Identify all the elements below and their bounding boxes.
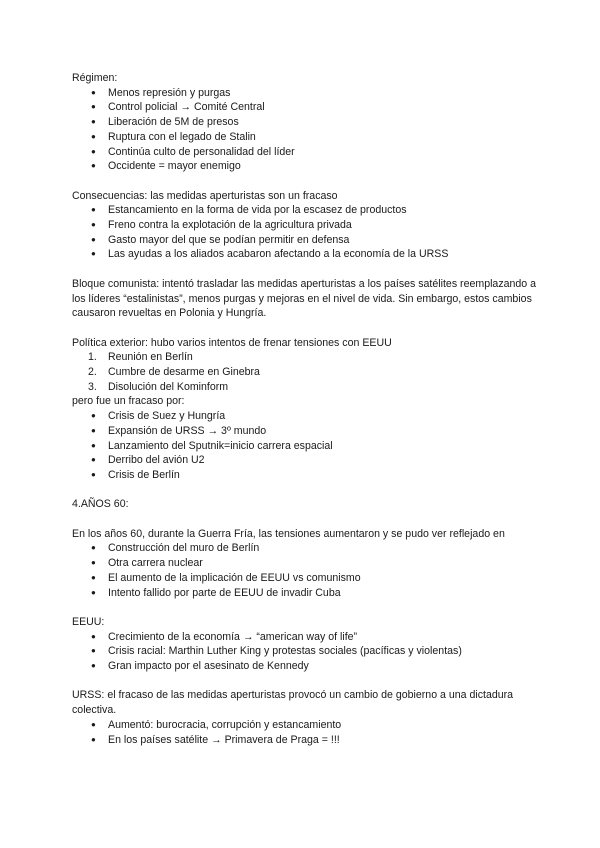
spacer [72,600,542,615]
bullet-list [72,630,542,674]
list-item: ● Aumentó: burocracia, corrupción y estancamiento [72,718,542,733]
spacer [72,321,542,336]
list-item: ● Freno contra la explotación de la agricultura privada [72,218,542,233]
section-title: EEUU: [72,615,105,628]
section-title: En los años 60, durante la Guerra Fría, las tensiones aumentaron y se pudo ver reflejado en [72,527,505,540]
spacer [72,674,542,689]
list-item: ● Menos represión y purgas [72,86,542,101]
list-item: ● Lanzamiento del Sputnik=inicio carrera espacial [72,439,542,454]
list-item: ● En los países satélite → Primavera de Praga = !!! [72,733,542,748]
list-item [72,350,542,365]
list-item: ● Crisis de Berlín [72,468,542,483]
spacer [72,512,542,527]
list-number: 1. [88,351,97,364]
list-item: ● Crecimiento de la economía → “american way of life” [72,630,542,645]
list-item [72,380,542,395]
list-item: ● Occidente = mayor enemigo [72,159,542,174]
section-subtitle: pero fue un fracaso por: [72,395,185,408]
section-eeuu [72,615,542,674]
paragraph: Bloque comunista: intentó trasladar las medidas aperturistas a los países satélites reemplazando a los líderes “estalinistas”, menos purgas y mejoras en el nivel de vida. Sin embargo, estos cambios causaron revueltas en Polonia y Hungría. [72,277,537,320]
list-item: ● Derribo del avión U2 [72,453,542,468]
list-number: 2. [88,366,97,379]
bullet-list [72,203,542,262]
section-anos-60 [72,527,542,601]
spacer [72,174,542,189]
list-item: ● Gasto mayor del que se podían permitir en defensa [72,233,542,248]
list-item-text: Cumbre de desarme en Ginebra [108,366,260,379]
list-item: ● Crisis de Suez y Hungría [72,409,542,424]
list-item: ● Gran impacto por el asesinato de Kennedy [72,659,542,674]
section-urss [72,688,542,747]
section-politica [72,336,542,483]
list-item: ● Construcción del muro de Berlín [72,541,542,556]
list-item-text: Reunión en Berlín [108,351,193,364]
section-title: Consecuencias: las medidas aperturistas son un fracaso [72,189,338,202]
list-item: ● Ruptura con el legado de Stalin [72,130,542,145]
list-item: ● Las ayudas a los aliados acabaron afectando a la economía de la URSS [72,247,542,262]
spacer [72,483,542,498]
section-title: URSS: el fracaso de las medidas aperturistas provocó un cambio de gobierno a una dictadura colectiva. [72,689,514,717]
numbered-list [72,350,542,394]
bullet-list [72,718,542,747]
list-item [72,365,542,380]
list-item: ● Liberación de 5M de presos [72,115,542,130]
section-title: Régimen: [72,72,118,84]
section-heading: 4.AÑOS 60: [72,498,129,511]
list-item: ● Estancamiento en la forma de vida por la escasez de productos [72,203,542,218]
list-item-text: Disolución del Kominform [108,380,229,393]
bullet-list [72,86,542,174]
list-item: ● Expansión de URSS → 3º mundo [72,424,542,439]
section-regimen [72,71,542,174]
list-item: ● Intento fallido por parte de EEUU de invadir Cuba [72,586,542,601]
list-item: ● El aumento de la implicación de EEUU vs comunismo [72,571,542,586]
spacer [72,262,542,277]
section-bloque [72,277,542,321]
section-consecuencias [72,189,542,263]
list-item: ● Crisis racial: Marthin Luther King y protestas sociales (pacíficas y violentas) [72,644,542,659]
list-item: ● Control policial → Comité Central [72,100,542,115]
section-title: Política exterior: hubo varios intentos de frenar tensiones con EEUU [72,336,392,349]
list-item: ● Otra carrera nuclear [72,556,542,571]
list-number: 3. [88,380,97,393]
bullet-list [72,409,542,483]
document-content [72,71,542,747]
bullet-list [72,541,542,600]
list-item: ● Continúa culto de personalidad del líder [72,145,542,160]
